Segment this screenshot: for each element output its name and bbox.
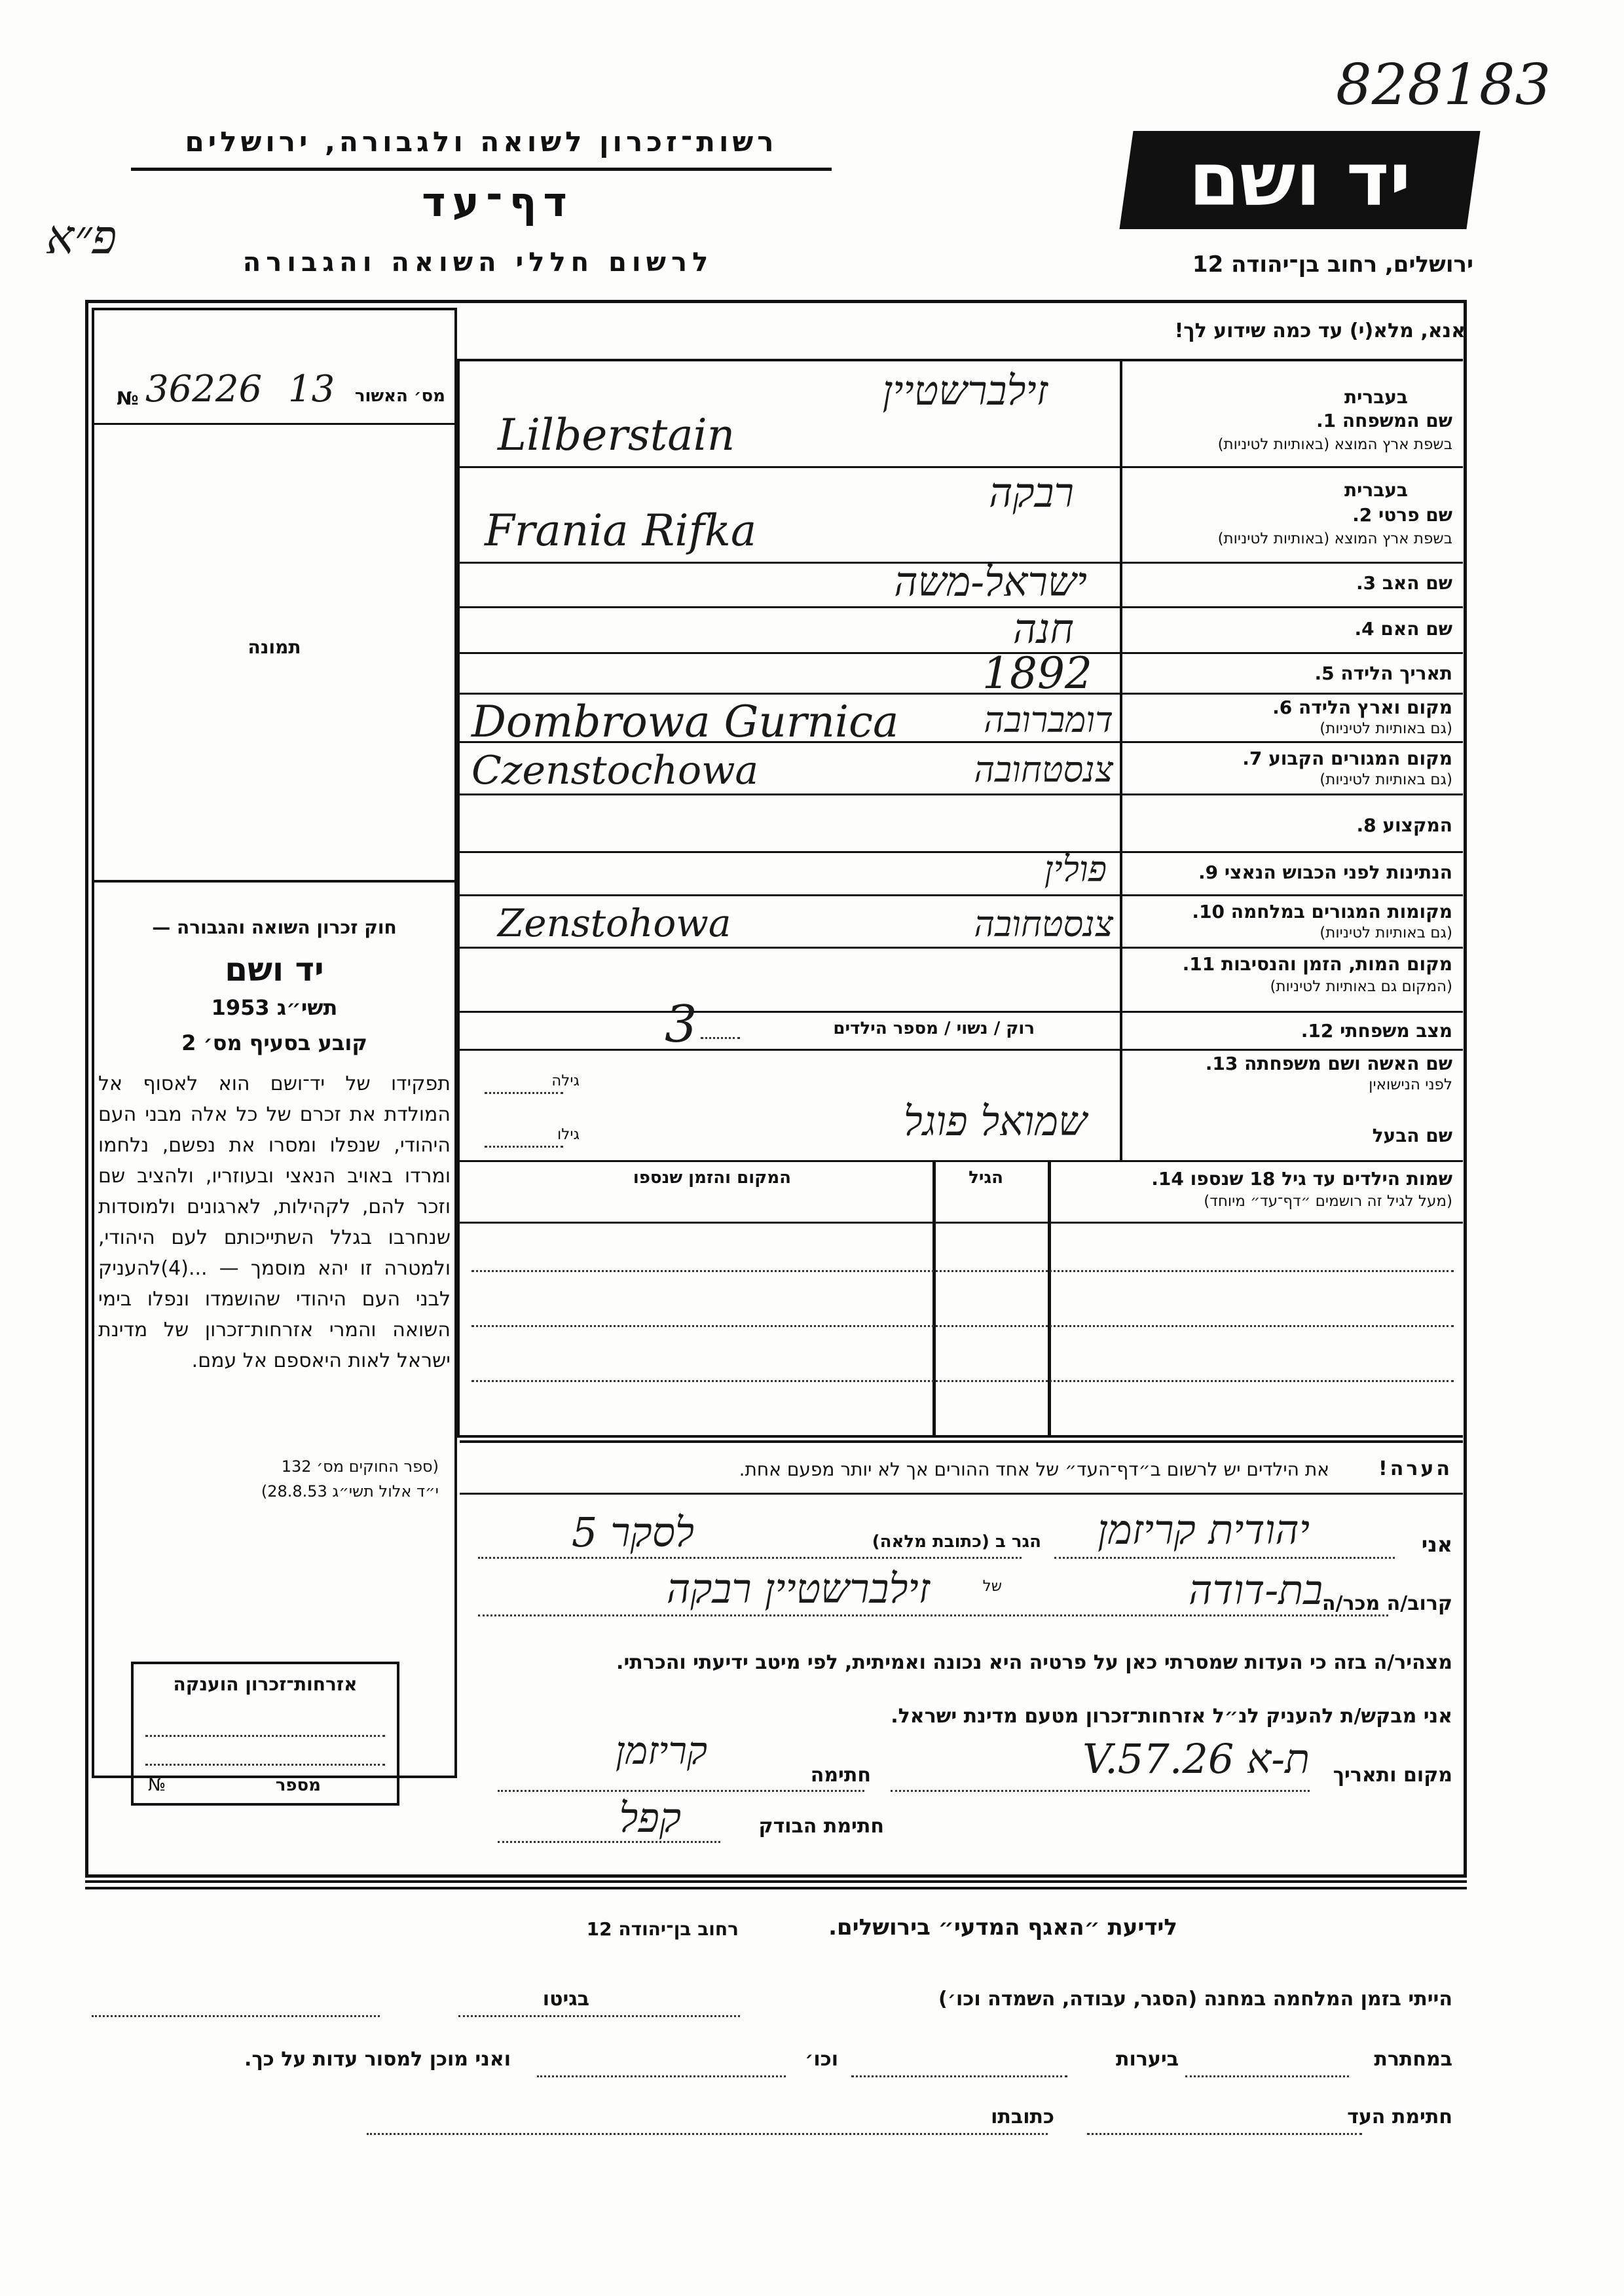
- table-row: [471, 1380, 1454, 1382]
- inspector-signature: קפל: [619, 1794, 681, 1842]
- inspector-line: [498, 1841, 720, 1843]
- declarant-address: לסקר 5: [571, 1508, 694, 1556]
- resides-label: הגר ב (כתובת מלאה): [872, 1532, 1041, 1552]
- field-4-label-text: שם האם: [1380, 618, 1452, 640]
- field-3-label-text: שם האב: [1382, 572, 1452, 594]
- declarant-name: יהודית קריזמן: [1098, 1506, 1310, 1554]
- of-label: של: [982, 1578, 1002, 1595]
- field-10-sub: (גם באותיות לטיניות): [1320, 924, 1452, 941]
- husband-label: שם הבעל: [1372, 1125, 1452, 1146]
- field-14-label-text: שמות הילדים עד גיל 18 שנספו: [1190, 1168, 1452, 1190]
- bottom-line2-dots-2: [851, 2075, 1067, 2077]
- row-rule: [460, 894, 1463, 896]
- declaration-statement: מצהיר/ה בזה כי העדות שמסרתי כאן על פרטיה היא נכונה ואמיתית, לפי מיטב ידיעתי והכרתי.: [616, 1651, 1452, 1674]
- declaration-request: אני מבקש/ת להעניק לנ״ל אזרחות־זכרון מטעם מדינת ישראל.: [891, 1705, 1452, 1728]
- row-rule: [460, 606, 1463, 608]
- photo-label: תמונה: [248, 636, 301, 658]
- place-date-label: מקום ותאריך: [1333, 1764, 1452, 1787]
- field-12-label: [1301, 1020, 1452, 1042]
- sidebar-divider: [92, 880, 457, 883]
- logo-text: יד ושם: [1189, 137, 1411, 223]
- col-place-header: המקום והזמן שנספו: [633, 1168, 791, 1188]
- col-age-header: הגיל: [969, 1168, 1003, 1188]
- signature: קריזמן: [615, 1728, 707, 1773]
- bottom-line2-b: ביערות: [1116, 2048, 1179, 2071]
- field-11-sub: (המקום גם באותיות לטיניות): [1270, 978, 1452, 995]
- bottom-line1-b: בגיטו: [542, 1988, 589, 2011]
- field-8-label: [1356, 814, 1452, 836]
- field-2-label-text: שם פרטי: [1378, 504, 1452, 526]
- field-2-sub: בשפת ארץ המוצא (באותיות לטיניות): [1217, 530, 1452, 547]
- field-13-label-text: שם האשה ושם משפחתה: [1244, 1053, 1452, 1074]
- husband-age-dots: [485, 1146, 563, 1148]
- relative-of-name: זילברשטיין רבקה: [666, 1565, 930, 1613]
- field-6-num: 6.: [1272, 697, 1293, 718]
- field-11-label: [1183, 953, 1452, 975]
- field-2-label: [1352, 504, 1452, 526]
- field-7-label-text: מקום המגורים הקבוע: [1268, 748, 1452, 769]
- field-12-num: 12.: [1301, 1020, 1334, 1042]
- field-9-num: 9.: [1198, 862, 1219, 883]
- bottom-line3-b: כתובתו: [991, 2105, 1054, 2128]
- label-divider: [1120, 361, 1122, 1160]
- law-section: קובע בסעיף מס׳ 2: [181, 1030, 367, 1055]
- wartime-residence-hebrew: צנסטחובה: [974, 903, 1113, 945]
- field-5-label-text: תאריך הלידה: [1340, 663, 1452, 684]
- margin-mark: פ״א: [46, 210, 117, 264]
- wartime-residence-latin: Zenstohowa: [498, 901, 731, 945]
- form-title: דף־עד: [422, 178, 574, 226]
- residence-hebrew: צנסטחובה: [974, 749, 1113, 790]
- field-1-sub: בשפת ארץ המוצא (באותיות לטיניות): [1217, 436, 1452, 453]
- citizenship-dots: [145, 1735, 385, 1737]
- field-4-label: [1355, 618, 1452, 640]
- law-body: תפקידו של יד־ושם הוא לאסוף אל המולדת את זכרם של כל אלה מבני העם היהודי, שנפלו ומסרו את נפשם, נלחמו ומרדו באויב הנאצי ובעוזריו, ולהציב שם וזכר להם, לקהילות, לארגונים ולמוסדות שנחרבו בגלל השתייכותם לעם היהודי, ולמטרה זו יהא מוסמך — ...(4)להעניק לבני העם היהודי שהושמדו ונפלו בימי השואה והמרי אזרחות־זכרון של מדינת ישראל לאות היאספם אל עמם.: [98, 1072, 451, 1372]
- law-org: יד ושם: [225, 951, 324, 989]
- children-count: 3: [665, 995, 697, 1054]
- declaration-name-line: [1054, 1557, 1395, 1559]
- field-7-label: [1242, 748, 1452, 769]
- bottom-line3-dots-2: [367, 2133, 1048, 2135]
- field-4-num: 4.: [1354, 618, 1375, 640]
- row-rule: [460, 1011, 1463, 1013]
- address-line: [478, 1557, 1022, 1559]
- law-title: חוק זכרון השואה והגבורה —: [152, 917, 397, 938]
- bottom-line1-a: הייתי בזמן המלחמה במחנה (הסגר, עבודה, השמדה וכו׳): [938, 1988, 1452, 2011]
- children-dots: [701, 1037, 740, 1039]
- approval-suffix: 13: [288, 368, 335, 410]
- value-left-rule: [457, 361, 460, 1438]
- field-13-sub: לפני הנישואין: [1369, 1076, 1452, 1093]
- bottom-line3-dots: [1087, 2133, 1362, 2135]
- father-name: ישראל-משה: [894, 558, 1087, 606]
- citizenship-title: אזרחות־זכרון הוענקה: [173, 1673, 358, 1695]
- first-name-latin: Frania Rifka: [485, 505, 757, 556]
- field-5-label: [1314, 663, 1452, 684]
- bottom-double-rule: [85, 1887, 1467, 1889]
- field-7-num: 7.: [1242, 748, 1263, 769]
- row-rule: [460, 652, 1463, 654]
- row-rule: [460, 693, 1463, 695]
- bottom-line3-a: חתימת העד: [1347, 2105, 1452, 2128]
- field-9-label-text: הנתינות לפני הכבוש הנאצי: [1224, 862, 1452, 883]
- field-6-label: [1272, 697, 1452, 718]
- form-subtitle: לרשום חללי השואה והגבורה: [242, 247, 714, 278]
- field-10-label: [1192, 901, 1452, 922]
- relative-label: קרוב/ה מכר/ה: [1321, 1592, 1452, 1615]
- field-11-num: 11.: [1182, 953, 1215, 975]
- table-col-rule: [932, 1160, 936, 1435]
- bottom-heading: לידיעת ״האגף המדעי״ בירושלים.: [828, 1914, 1177, 1941]
- field-14-num: 14.: [1151, 1168, 1184, 1190]
- birth-place-hebrew: דומברובה: [984, 699, 1113, 740]
- signature-label: חתימה: [810, 1764, 871, 1787]
- wife-age-dots: [485, 1092, 563, 1094]
- first-name-hebrew: רבקה: [989, 469, 1074, 517]
- field-1-num: 1.: [1316, 410, 1337, 431]
- header-rule: [131, 168, 832, 171]
- note-label: הערה!: [1378, 1457, 1452, 1480]
- institution-name: רשות־זכרון לשואה ולגבורה, ירושלים: [185, 126, 778, 158]
- field-6-sub: (גם באותיות לטיניות): [1320, 720, 1452, 737]
- approval-label: מס׳ האשור: [354, 386, 445, 406]
- table-col-rule: [1048, 1160, 1051, 1435]
- husband-age-label: גילו: [557, 1126, 580, 1143]
- note-text: את הילדים יש לרשום ב״דף־העד״ של אחד ההורים אך לא יותר מפעם אחת.: [739, 1459, 1329, 1480]
- husband-name: שמואל פוגל: [903, 1097, 1087, 1145]
- place-date: ת-א 26.V.57: [1082, 1735, 1310, 1783]
- citizenship: פולין: [1044, 848, 1107, 890]
- field-10-num: 10.: [1192, 901, 1225, 922]
- row-rule: [460, 1160, 1463, 1162]
- citizenship-number-label: מספר: [275, 1776, 321, 1795]
- bottom-line2-d: ואני מוכן למסור עדות על כך.: [244, 2048, 511, 2071]
- surname-latin: Lilberstain: [498, 410, 735, 460]
- table-row: [471, 1270, 1454, 1272]
- address: ירושלים, רחוב בן־יהודה 12: [1192, 251, 1473, 278]
- field-6-label-text: מקום וארץ הלידה: [1299, 697, 1452, 718]
- citizenship-dots: [145, 1764, 385, 1766]
- field-1-label-text: שם המשפחה: [1342, 410, 1452, 431]
- field-12-label-text: מצב משפחתי: [1340, 1020, 1452, 1042]
- declaration-i-label: אני: [1421, 1532, 1452, 1557]
- approval-number: 36226: [145, 368, 263, 410]
- citizenship-prefix: №: [148, 1776, 166, 1795]
- field-7-sub: (גם באותיות לטיניות): [1320, 771, 1452, 788]
- field-13-num: 13.: [1205, 1053, 1238, 1074]
- field-13-label: [1206, 1053, 1452, 1074]
- yad-vashem-logo: [1119, 131, 1480, 229]
- law-ref-2: י״ד אלול תשי״ג 28.8.53): [261, 1482, 439, 1501]
- bottom-line2-dots: [1185, 2075, 1349, 2077]
- field-5-num: 5.: [1314, 663, 1335, 684]
- approval-prefix: №: [117, 388, 139, 409]
- field-8-label-text: המקצוע: [1382, 814, 1452, 836]
- bottom-line2-a: במחתרת: [1374, 2048, 1452, 2071]
- row-rule: [460, 793, 1463, 795]
- row-rule: [460, 947, 1463, 949]
- place-date-line: [891, 1790, 1310, 1792]
- relative-line: [478, 1614, 1388, 1616]
- bottom-line1-dots-2: [92, 2015, 380, 2017]
- field-3-label: [1356, 572, 1452, 594]
- row-rule: [460, 1049, 1463, 1051]
- field-3-num: 3.: [1356, 572, 1376, 594]
- instruction-rule: [457, 359, 1463, 361]
- photo-top-rule: [92, 423, 457, 425]
- field-1-label: [1316, 410, 1452, 431]
- field-8-num: 8.: [1356, 814, 1376, 836]
- inspector-label: חתימת הבודק: [758, 1815, 884, 1838]
- residence-latin: Czenstochowa: [471, 748, 759, 793]
- field-14-sub: (מעל לגיל זה רושמים ״דף־עד״ מיוחד): [1204, 1193, 1452, 1210]
- row-rule: [460, 851, 1463, 853]
- table-header-rule: [460, 1222, 1463, 1224]
- signature-line: [498, 1790, 864, 1792]
- bottom-line2-dots-3: [537, 2075, 786, 2077]
- note-bottom-rule: [460, 1493, 1463, 1495]
- field-9-label: [1198, 862, 1452, 883]
- instruction: אנא, מלא(י) עד כמה שידוע לך!: [1174, 319, 1466, 342]
- field-1-tag: בעברית: [1344, 386, 1408, 408]
- bottom-line1-dots: [458, 2015, 740, 2017]
- field-14-label: [1151, 1168, 1452, 1190]
- field-2-num: 2.: [1352, 504, 1373, 526]
- birth-date: 1892: [982, 648, 1092, 699]
- law-ref-1: (ספר החוקים מס׳ 132: [281, 1457, 439, 1476]
- field-2-tag: בעברית: [1344, 479, 1408, 501]
- birth-place-latin: Dombrowa Gurnica: [471, 697, 899, 747]
- mother-name: חנה: [1012, 605, 1074, 653]
- bottom-line2-c: וכו׳: [805, 2048, 838, 2071]
- table-row: [471, 1325, 1454, 1327]
- table-bottom-rule: [460, 1435, 1463, 1438]
- wife-age-label: גילה: [551, 1072, 580, 1089]
- field-11-label-text: מקום המות, הזמן והנסיבות: [1221, 953, 1452, 975]
- surname-hebrew: זילברשטיין: [882, 367, 1048, 414]
- relation: בת-דודה: [1189, 1566, 1323, 1614]
- bottom-address: רחוב בן־יהודה 12: [586, 1918, 739, 1940]
- field-10-label-text: מקומות המגורים במלחמה: [1230, 901, 1452, 922]
- bottom-double-rule: [85, 1880, 1467, 1883]
- marital-options: רוק / נשוי / מספר הילדים: [833, 1019, 1035, 1038]
- law-year: תשי״ג 1953: [211, 995, 338, 1020]
- row-rule: [460, 466, 1463, 468]
- note-top-rule: [460, 1440, 1463, 1443]
- archive-number: 828183: [1336, 52, 1551, 118]
